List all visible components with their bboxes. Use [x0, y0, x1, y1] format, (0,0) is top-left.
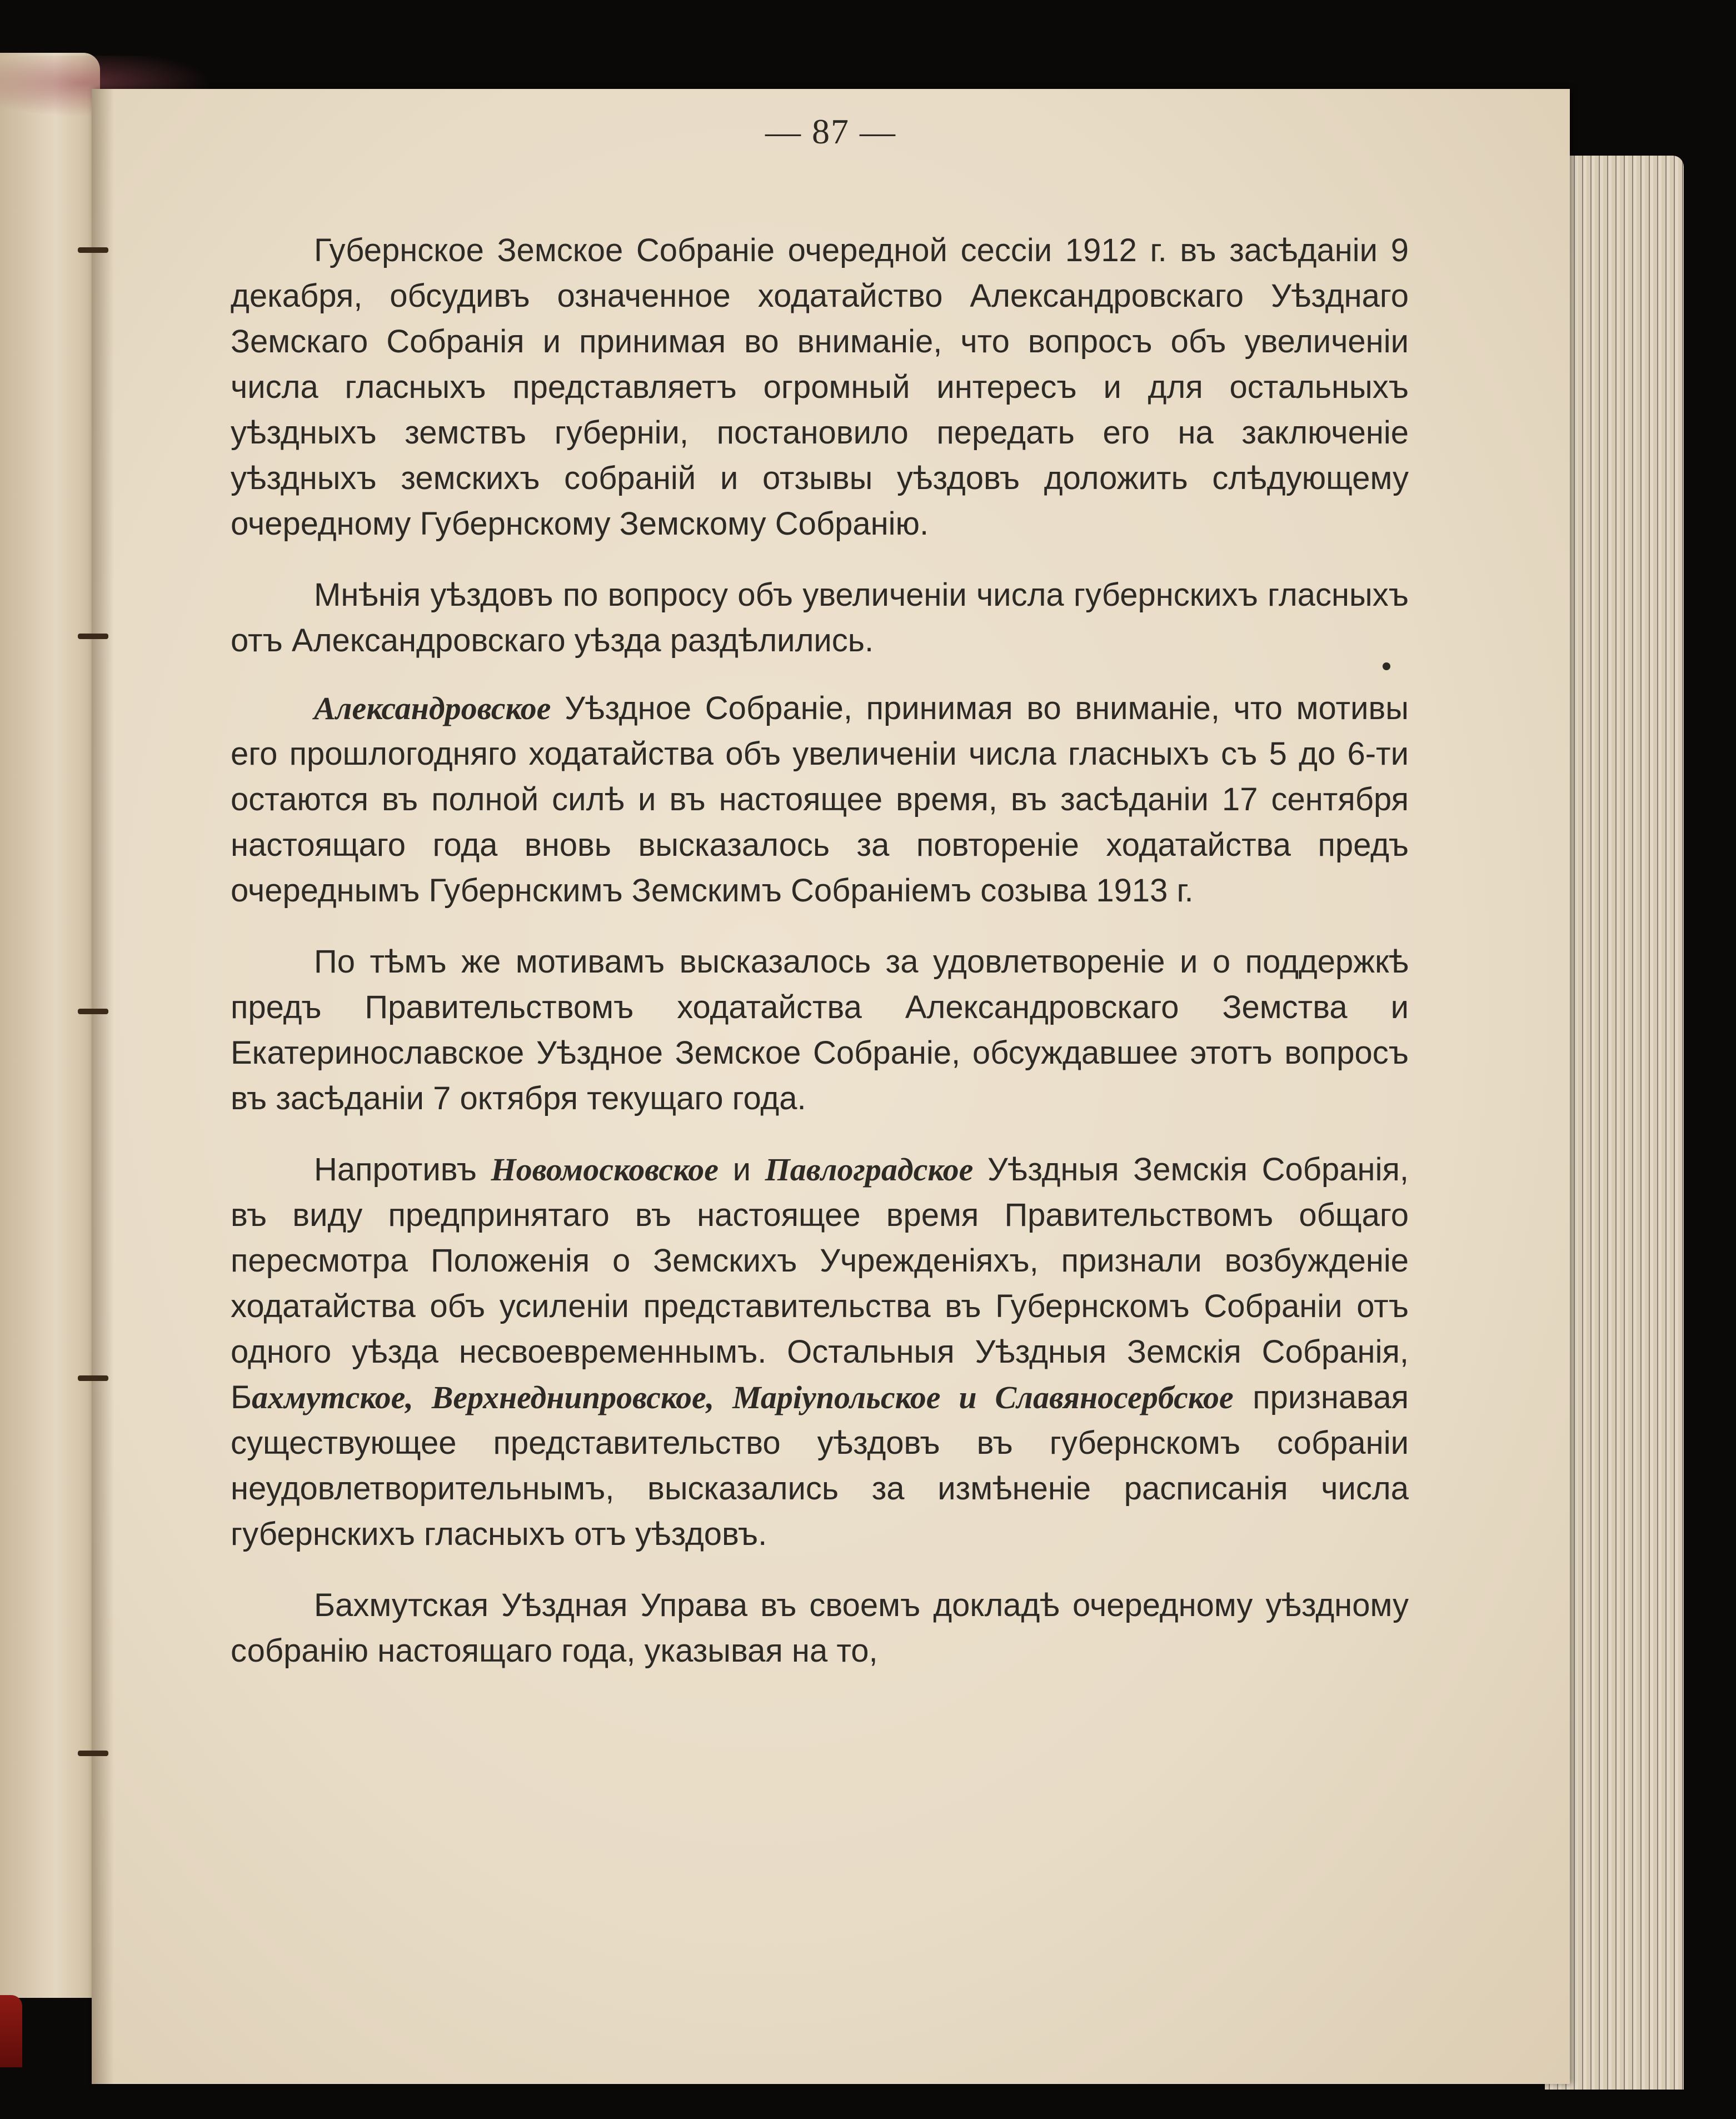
bookmark-ribbon	[0, 1995, 22, 2067]
binding-stitch	[78, 1375, 108, 1381]
italic-text-segment: Новомосковское	[491, 1151, 719, 1188]
previous-page-edge	[0, 53, 100, 1998]
text-segment: признавая существующее представительство уѣздовъ въ губернскомъ собраніи неудовлетворительнымъ, высказались за измѣненіе расписанія числа губернскихъ гласныхъ отъ уѣздовъ.	[231, 1379, 1409, 1552]
paragraph	[231, 686, 1409, 914]
binding-stitch	[78, 247, 108, 253]
text-segment: Уѣздныя Земскія Собранія, въ виду предпринятаго въ настоящее время Правительствомъ общаго пересмотра Положенія о Земскихъ Учрежденіяхъ, признали возбужденіе ходатайства объ усиленіи представительства въ Губернскомъ Собраніи отъ одного уѣзда несвоевременнымъ. Остальныя Уѣздныя Земскія Собранія, Б	[231, 1151, 1409, 1415]
paragraph	[231, 1147, 1409, 1557]
text-segment: Уѣздное Собраніе, принимая во вниманіе, что мотивы его прошлогодняго ходатайства объ увеличеніи числа гласныхъ съ 5 до 6-ти остаются въ полной силѣ и въ настоящее время, въ засѣданіи 17 сентября настоящаго года вновь высказалось за повтореніе ходатайства предъ очереднымъ Губернскимъ Земскимъ Собраніемъ созыва 1913 г.	[231, 690, 1409, 909]
italic-text-segment: ахмутское, Верхнеднипровское, Маріупольское и Славяносербское	[252, 1379, 1234, 1415]
page-body	[231, 228, 1409, 1699]
text-segment: Напротивъ	[314, 1151, 491, 1188]
binding-stitch	[78, 634, 108, 639]
binding-stitch	[78, 1751, 108, 1756]
paragraph	[231, 1583, 1409, 1674]
text-segment: Мнѣнія уѣздовъ по вопросу объ увеличеніи числа губернскихъ гласныхъ отъ Александровскаго уѣзда раздѣлились.	[231, 577, 1409, 659]
italic-text-segment: Павлоградское	[765, 1151, 974, 1188]
text-segment: и	[719, 1151, 765, 1188]
italic-text-segment: Александровское	[314, 690, 551, 726]
text-segment: По тѣмъ же мотивамъ высказалось за удовлетвореніе и о поддержкѣ предъ Правительствомъ ходатайства Александровскаго Земства и Екатеринославское Уѣздное Земское Собраніе, обсуждавшее этотъ вопросъ въ засѣданіи 7 октября текущаго года.	[231, 944, 1409, 1116]
paragraph	[231, 572, 1409, 664]
book-page	[92, 89, 1570, 2084]
text-segment: Бахмутская Уѣздная Управа въ своемъ докладѣ очередному уѣздному собранію настоящаго года, указывая на то,	[231, 1587, 1409, 1669]
ink-dot	[1383, 662, 1390, 670]
paragraph	[231, 939, 1409, 1121]
page-number: — 87 —	[765, 112, 896, 151]
paragraph	[231, 228, 1409, 547]
text-segment: Губернское Земское Собраніе очередной сессіи 1912 г. въ засѣданіи 9 декабря, обсудивъ означенное ходатайство Александровскаго Уѣзднаго Земскаго Собранія и принимая во вниманіе, что вопросъ объ увеличеніи числа гласныхъ представляетъ огромный интересъ и для остальныхъ уѣздныхъ земствъ губерніи, постановило передать его на заключеніе уѣздныхъ земскихъ собраній и отзывы уѣздовъ доложить слѣдующему очередному Губернскому Земскому Собранію.	[231, 232, 1409, 542]
binding-stitch	[78, 1009, 108, 1014]
binding-gutter	[92, 89, 114, 2084]
